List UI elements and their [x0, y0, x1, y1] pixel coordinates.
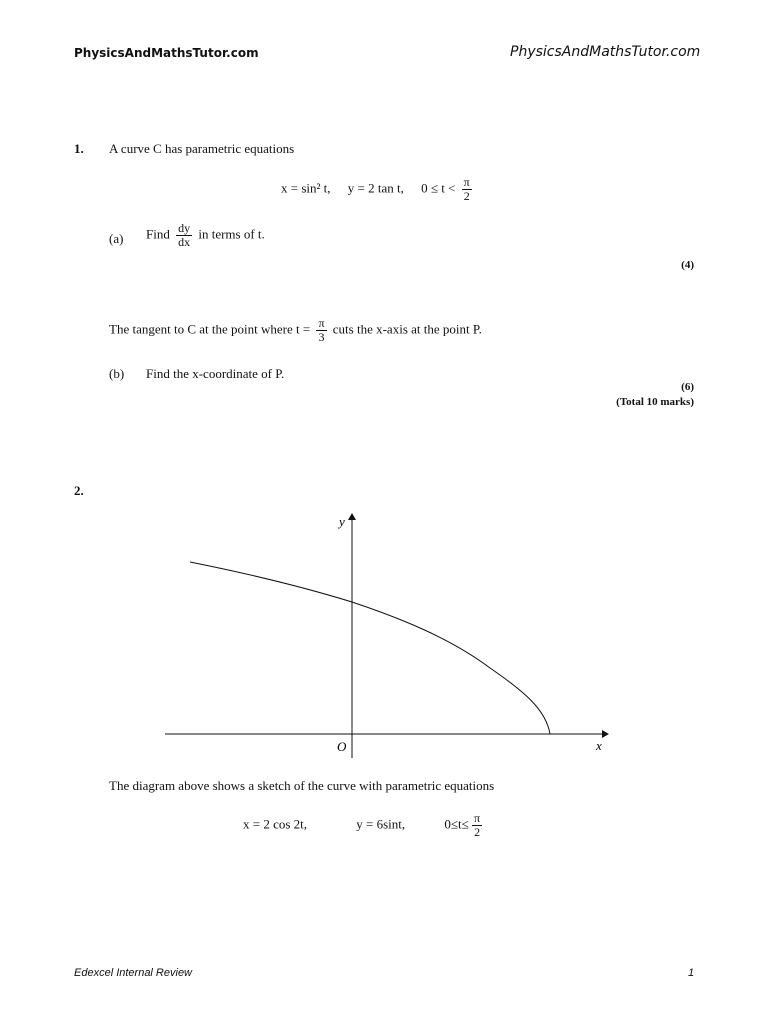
- footer-source: Edexcel Internal Review: [74, 967, 193, 979]
- curve: [190, 562, 550, 734]
- eq-range: 0 ≤ t <: [421, 180, 456, 196]
- fraction-denominator: 2: [463, 189, 470, 203]
- page-number: 1: [688, 967, 695, 979]
- fraction-denominator: dx: [178, 235, 191, 249]
- eq-y: y = 2 tan t,: [347, 180, 404, 196]
- pi-over-2-fraction: [462, 176, 472, 203]
- fraction-denominator: 2: [474, 825, 481, 839]
- fraction-numerator: π: [318, 316, 325, 330]
- eq-range: 0≤t≤: [444, 816, 469, 832]
- fraction-numerator: π: [474, 811, 481, 825]
- t-equals: t =: [296, 321, 311, 337]
- tangent-statement: [109, 317, 482, 344]
- x-axis-label: x: [596, 738, 602, 753]
- header-site-name-italic: PhysicsAndMathsTutor.com: [510, 44, 701, 60]
- part-a-find: Find: [146, 226, 170, 242]
- part-a-label: (a): [109, 231, 124, 246]
- eq-x: x = sin² t,: [281, 180, 331, 196]
- tangent-post: cuts the x-axis at the point P.: [332, 321, 482, 337]
- question-2-equations: [243, 812, 485, 839]
- pi-over-3-fraction: [316, 317, 326, 344]
- header-site-name: PhysicsAndMathsTutor.com: [74, 46, 259, 60]
- question-1-intro: A curve C has parametric equations: [109, 141, 295, 156]
- fraction-denominator: 3: [318, 330, 325, 344]
- eq-x: x = 2 cos 2t,: [243, 816, 308, 832]
- pi-over-2-fraction: [472, 812, 482, 839]
- part-b-marks: (6): [681, 381, 694, 393]
- question-1-equations: [281, 176, 475, 203]
- fraction-numerator: dy: [178, 221, 191, 235]
- part-a-marks: (4): [681, 259, 694, 271]
- question-2-caption: The diagram above shows a sketch of the curve with parametric equations: [109, 778, 495, 793]
- origin-label: O: [337, 739, 347, 754]
- part-b-label: (b): [109, 366, 125, 381]
- question-2-number: 2.: [74, 483, 84, 498]
- part-a-text: [146, 222, 265, 249]
- parametric-curve-diagram: [0, 500, 768, 760]
- fraction-numerator: π: [463, 175, 470, 189]
- eq-y: y = 6sint,: [356, 816, 406, 832]
- tangent-pre: The tangent to C at the point where: [109, 321, 293, 337]
- total-marks: (Total 10 marks): [616, 396, 694, 408]
- question-1-number: 1.: [74, 141, 84, 156]
- dy-dx-fraction: [176, 222, 192, 249]
- part-b-text: Find the x-coordinate of P.: [146, 366, 285, 381]
- part-a-rest: in terms of t.: [198, 226, 265, 242]
- y-axis-label: y: [339, 514, 345, 529]
